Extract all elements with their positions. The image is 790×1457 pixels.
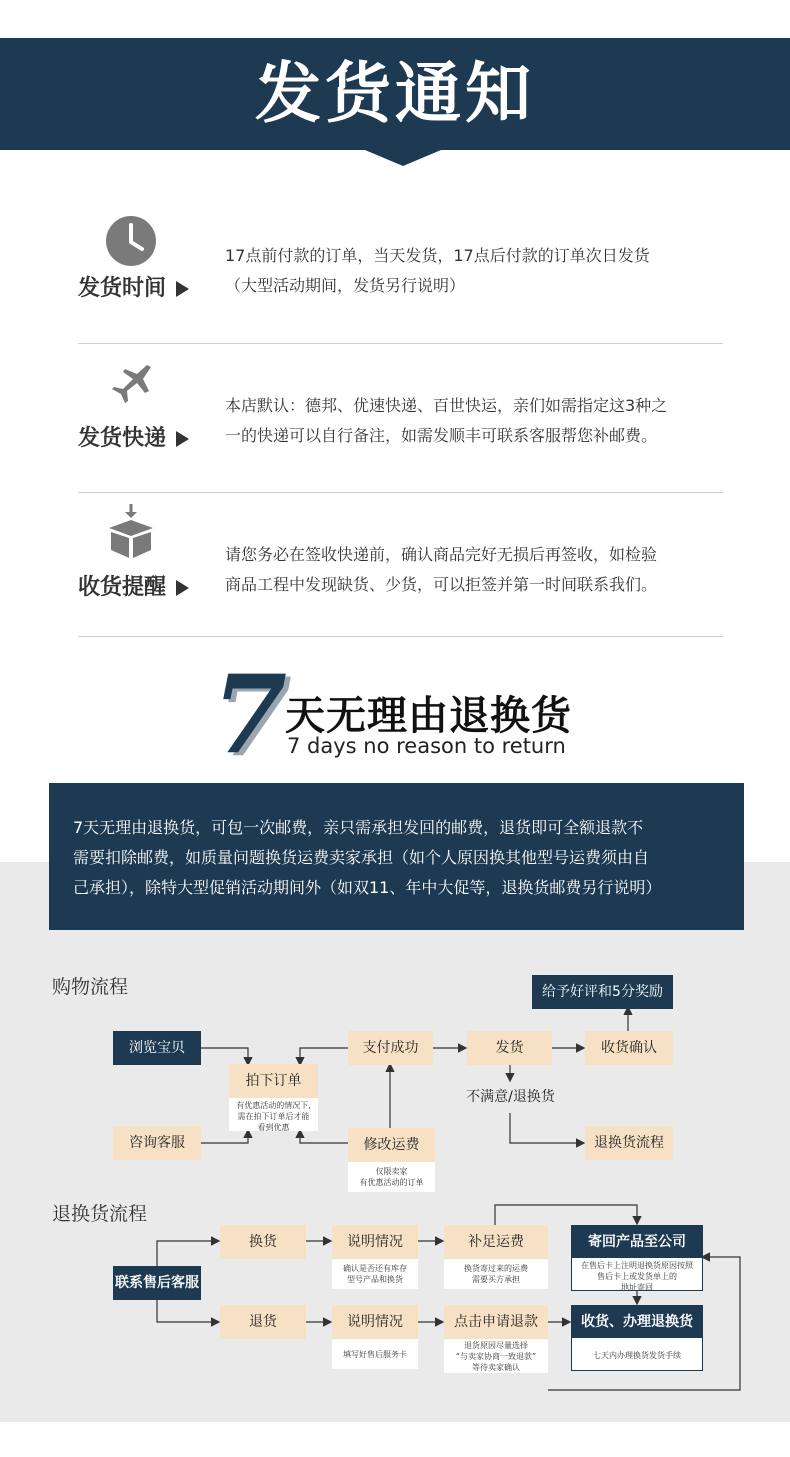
divider	[78, 636, 723, 637]
divider	[78, 343, 723, 344]
flow-step-ship: 发货	[467, 1031, 552, 1065]
flow-step-explain-1-card	[332, 1225, 418, 1289]
shopping-flow-title: 购物流程	[52, 976, 129, 998]
info-row-receipt	[78, 500, 723, 640]
package-icon	[103, 502, 159, 558]
flow-step-apply-refund: 点击申请退款	[444, 1305, 548, 1339]
flow-step-apply-refund-note: 退货原因尽量选择 “与卖家协商一致退款” 等待卖家确认	[455, 1341, 537, 1372]
flow-step-modify: 修改运费	[348, 1128, 435, 1162]
policy-box	[49, 783, 744, 930]
flow-step-unsatisfied: 不满意/退换货	[466, 1089, 555, 1105]
flow-step-pay-shipping-card	[444, 1225, 548, 1289]
flow-step-send-back-note: 在售后卡上注明退换货原因按照 售后卡上或发货单上的 地址寄回	[581, 1261, 693, 1292]
flow-step-consult: 咨询客服	[113, 1126, 201, 1160]
info-label: 发货时间	[78, 271, 208, 302]
divider	[78, 492, 723, 493]
arrow-right-icon	[176, 580, 189, 596]
flow-step-paid: 支付成功	[348, 1031, 433, 1065]
flow-step-return-flow: 退换货流程	[585, 1126, 673, 1160]
flow-step-explain-2-note: 填写好售后服务卡	[343, 1350, 407, 1359]
info-label: 发货快递	[78, 421, 208, 452]
policy-title: 天无理由退换货	[285, 693, 572, 739]
seven-numeral: 7	[212, 652, 288, 778]
flow-step-modify-card	[348, 1128, 435, 1192]
flow-step-contact: 联系售后客服	[113, 1266, 201, 1300]
flow-step-order: 拍下订单	[229, 1064, 318, 1098]
flow-step-review: 给予好评和5分奖励	[532, 975, 673, 1009]
flow-step-pay-shipping: 补足运费	[444, 1225, 548, 1259]
flow-step-browse: 浏览宝贝	[113, 1031, 201, 1065]
return-flow-title: 退换货流程	[52, 1203, 148, 1225]
flow-step-handle-note: 七天内办理换货发货手续	[593, 1351, 681, 1360]
page-title: 发货通知	[255, 55, 535, 132]
flow-step-explain-2-card	[332, 1305, 418, 1369]
flow-step-explain-2: 说明情况	[332, 1305, 418, 1339]
flow-step-order-card	[229, 1064, 318, 1131]
flow-step-apply-refund-card	[444, 1305, 548, 1373]
flow-step-handle: 收货、办理退换货	[572, 1306, 702, 1338]
clock-icon	[103, 213, 159, 269]
info-text: 本店默认：德邦、优速快递、百世快运，亲们如需指定这3种之 一的快递可以自行备注，如需发顺丰可联系客服帮您补邮费。	[225, 396, 668, 445]
flow-step-explain-1-note: 确认是否还有库存 型号产品和换货	[343, 1264, 407, 1284]
policy-subtitle: 7 days no reason to return	[287, 734, 566, 758]
flow-step-exchange: 换货	[220, 1225, 306, 1259]
flow-step-receive: 收货确认	[585, 1031, 673, 1065]
flow-step-pay-shipping-note: 换货寄过来的运费 需要买方承担	[464, 1264, 528, 1284]
flow-step-modify-note: 仅限卖家 有优惠活动的订单	[359, 1167, 424, 1187]
arrow-right-icon	[176, 431, 189, 447]
airplane-icon	[103, 361, 159, 417]
flow-step-send-back: 寄回产品至公司	[572, 1226, 702, 1258]
flow-step-handle-card	[571, 1305, 703, 1371]
info-text: 17点前付款的订单，当天发货，17点后付款的订单次日发货 （大型活动期间，发货另行说明）	[225, 246, 650, 295]
info-label: 收货提醒	[78, 570, 208, 601]
flow-step-explain-1: 说明情况	[332, 1225, 418, 1259]
info-text: 请您务必在签收快递前，确认商品完好无损后再签收，如检验 商品工程中发现缺货、少货，可以拒签并第一时间联系我们。	[225, 545, 658, 594]
flow-step-refund: 退货	[220, 1305, 306, 1339]
header-banner-notch	[365, 150, 441, 166]
info-row-shipping-time	[78, 205, 723, 345]
policy-text: 7天无理由退换货，可包一次邮费，亲只需承担发回的邮费，退货即可全额退款不 需要扣除邮费，如质量问题换货运费卖家承担（如个人原因换其他型号运费须由自 己承担），除特大型促销活动期间外（如双11、年中大促等，退换货邮费另行说明）	[73, 818, 662, 897]
flow-step-order-note: 有优惠活动的情况下, 需在拍下订单后才能 看到优惠	[236, 1101, 311, 1132]
flow-step-send-back-card	[571, 1225, 703, 1291]
arrow-right-icon	[176, 281, 189, 297]
info-row-courier	[78, 355, 723, 495]
